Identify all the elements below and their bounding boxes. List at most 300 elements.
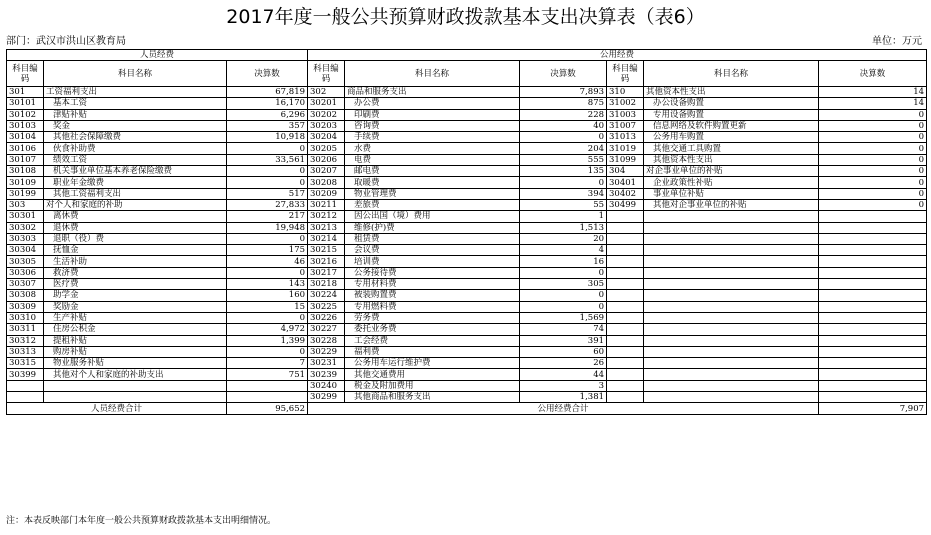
cell-code: 30228 [308,335,345,346]
cell-code: 30231 [308,358,345,369]
cell-code: 30309 [7,301,44,312]
cell-code [607,312,644,323]
cell-code: 301 [7,87,44,98]
cell-name: 助学金 [44,290,227,301]
cell-name: 咨询费 [345,120,520,131]
cell-name [644,324,819,335]
cell-name [644,380,819,391]
table-row [7,143,927,154]
col-header-code: 科目编码 [308,61,345,87]
table-row [7,109,927,120]
table-row [7,369,927,380]
cell-code: 31099 [607,154,644,165]
cell-amount: 1 [520,211,607,222]
cell-name: 被装购置费 [345,290,520,301]
cell-name: 事业单位补贴 [644,188,819,199]
cell-name: 抚恤金 [44,245,227,256]
cell-amount: 135 [520,166,607,177]
cell-name: 印刷费 [345,109,520,120]
cell-code: 30308 [7,290,44,301]
cell-name: 退休费 [44,222,227,233]
cell-amount [819,222,927,233]
cell-name: 差旅费 [345,199,520,210]
table-row [7,87,927,98]
cell-code [607,211,644,222]
cell-code: 30304 [7,245,44,256]
total-personnel-label: 人员经费合计 [7,403,227,415]
cell-amount: 27,833 [227,199,308,210]
table-row [7,222,927,233]
cell-name [644,346,819,357]
cell-name: 退职（役）费 [44,233,227,244]
cell-name: 公务用车购置 [644,132,819,143]
cell-amount [227,380,308,391]
cell-code: 30218 [308,279,345,290]
cell-code: 30109 [7,177,44,188]
cell-amount: 357 [227,120,308,131]
cell-amount: 0 [520,290,607,301]
cell-name: 电费 [345,154,520,165]
cell-name: 其他对企事业单位的补贴 [644,199,819,210]
cell-name: 购房补贴 [44,346,227,357]
cell-code: 30313 [7,346,44,357]
cell-name: 专用材料费 [345,279,520,290]
table-row [7,380,927,391]
cell-name: 其他对个人和家庭的补助支出 [44,369,227,380]
cell-code [607,267,644,278]
cell-name: 奖励金 [44,301,227,312]
cell-code [607,279,644,290]
cell-amount: 44 [520,369,607,380]
cell-code: 31002 [607,98,644,109]
cell-name: 劳务费 [345,312,520,323]
cell-code [7,392,44,403]
page-title: 2017年度一般公共预算财政拨款基本支出决算表（表6） [226,6,705,28]
cell-amount: 26 [520,358,607,369]
cell-code: 30312 [7,335,44,346]
cell-code: 30216 [308,256,345,267]
cell-name: 维修(护)费 [345,222,520,233]
cell-code: 30224 [308,290,345,301]
cell-code: 30201 [308,98,345,109]
cell-code: 31019 [607,143,644,154]
cell-code: 30203 [308,120,345,131]
cell-amount: 19,948 [227,222,308,233]
cell-code [607,346,644,357]
cell-amount: 160 [227,290,308,301]
cell-name: 工会经费 [345,335,520,346]
cell-code: 30102 [7,109,44,120]
cell-amount: 55 [520,199,607,210]
cell-code: 304 [607,166,644,177]
cell-amount: 0 [819,199,927,210]
cell-code: 30302 [7,222,44,233]
cell-code: 30315 [7,358,44,369]
table-row [7,301,927,312]
cell-name: 对企事业单位的补贴 [644,166,819,177]
total-personnel-value: 95,652 [227,403,308,415]
cell-name: 邮电费 [345,166,520,177]
cell-name: 因公出国（境）费用 [345,211,520,222]
cell-code: 30106 [7,143,44,154]
cell-amount: 0 [227,143,308,154]
cell-name: 生活补助 [44,256,227,267]
cell-code [607,222,644,233]
cell-amount [819,233,927,244]
cell-name: 水费 [345,143,520,154]
cell-amount [819,380,927,391]
cell-code [607,358,644,369]
cell-amount: 175 [227,245,308,256]
cell-name [644,290,819,301]
cell-code: 30208 [308,177,345,188]
cell-name: 其他资本性支出 [644,87,819,98]
table-row [7,233,927,244]
cell-amount: 0 [227,267,308,278]
cell-amount: 0 [819,143,927,154]
cell-code: 30204 [308,132,345,143]
cell-amount: 16 [520,256,607,267]
cell-amount: 15 [227,301,308,312]
cell-amount: 67,819 [227,87,308,98]
cell-amount [819,301,927,312]
cell-code: 30104 [7,132,44,143]
cell-code: 30202 [308,109,345,120]
cell-amount: 305 [520,279,607,290]
cell-amount [819,324,927,335]
cell-name [644,369,819,380]
cell-code [607,301,644,312]
cell-name: 提租补贴 [44,335,227,346]
cell-name [644,335,819,346]
cell-code: 30214 [308,233,345,244]
cell-code: 30211 [308,199,345,210]
cell-amount: 0 [520,132,607,143]
cell-name: 福利费 [345,346,520,357]
cell-amount: 0 [227,346,308,357]
cell-amount [819,312,927,323]
cell-code: 30205 [308,143,345,154]
cell-amount: 0 [819,132,927,143]
cell-name: 其他社会保障缴费 [44,132,227,143]
cell-name [644,256,819,267]
table-row [7,166,927,177]
col-header-amount: 决算数 [819,61,927,87]
cell-amount: 0 [819,109,927,120]
table-row [7,290,927,301]
group-header-personnel: 人员经费 [7,50,308,61]
col-header-code: 科目编码 [607,61,644,87]
table-row [7,120,927,131]
cell-amount: 4,972 [227,324,308,335]
cell-name [644,312,819,323]
cell-amount: 7,893 [520,87,607,98]
table-row [7,312,927,323]
total-public-label: 公用经费合计 [308,403,819,415]
cell-name: 医疗费 [44,279,227,290]
cell-code [7,380,44,391]
cell-name [644,301,819,312]
cell-name [644,245,819,256]
cell-code: 30229 [308,346,345,357]
cell-amount: 6,296 [227,109,308,120]
cell-amount [819,211,927,222]
cell-name: 其他资本性支出 [644,154,819,165]
unit-label: 单位：万元 [872,36,922,47]
cell-code: 30306 [7,267,44,278]
cell-code [607,290,644,301]
cell-name [644,392,819,403]
cell-amount: 1,569 [520,312,607,323]
cell-amount: 1,381 [520,392,607,403]
cell-name: 专用燃料费 [345,301,520,312]
cell-name: 机关事业单位基本养老保险缴费 [44,166,227,177]
cell-name: 奖金 [44,120,227,131]
cell-amount [819,290,927,301]
cell-name: 其他商品和服务支出 [345,392,520,403]
table-row [7,199,927,210]
col-header-code: 科目编码 [7,61,44,87]
cell-name: 企业政策性补贴 [644,177,819,188]
cell-code: 30227 [308,324,345,335]
col-header-amount: 决算数 [520,61,607,87]
cell-amount: 394 [520,188,607,199]
cell-amount [819,335,927,346]
cell-amount: 0 [227,166,308,177]
cell-amount: 0 [520,267,607,278]
cell-code: 30301 [7,211,44,222]
cell-amount: 875 [520,98,607,109]
table-row [7,324,927,335]
cell-amount: 143 [227,279,308,290]
cell-code: 30206 [308,154,345,165]
group-header-public: 公用经费 [308,50,927,61]
cell-code [607,369,644,380]
cell-name: 生产补贴 [44,312,227,323]
cell-name: 其他工资福利支出 [44,188,227,199]
cell-code: 303 [7,199,44,210]
cell-code: 31003 [607,109,644,120]
cell-code: 30213 [308,222,345,233]
cell-code: 30303 [7,233,44,244]
cell-amount: 204 [520,143,607,154]
cell-name [644,222,819,233]
cell-amount: 0 [819,166,927,177]
cell-amount [819,245,927,256]
cell-code: 30225 [308,301,345,312]
table-row [7,132,927,143]
table-row [7,245,927,256]
cell-code: 302 [308,87,345,98]
table-row [7,154,927,165]
cell-name: 租赁费 [345,233,520,244]
cell-amount [819,346,927,357]
footnote: 注：本表反映部门本年度一般公共预算财政拨款基本支出明细情况。 [6,516,277,526]
cell-name: 公务用车运行维护费 [345,358,520,369]
cell-name: 其他交通工具购置 [644,143,819,154]
table-row [7,392,927,403]
cell-code [607,380,644,391]
cell-code: 30108 [7,166,44,177]
cell-code [607,245,644,256]
cell-code: 30207 [308,166,345,177]
cell-name: 伙食补助费 [44,143,227,154]
cell-amount: 517 [227,188,308,199]
cell-name: 其他交通费用 [345,369,520,380]
cell-amount: 4 [520,245,607,256]
cell-amount: 391 [520,335,607,346]
col-header-name: 科目名称 [44,61,227,87]
table-row [7,98,927,109]
cell-name: 信息网络及软件购置更新 [644,120,819,131]
table-row [7,177,927,188]
cell-amount [819,267,927,278]
cell-code: 30311 [7,324,44,335]
cell-name: 离休费 [44,211,227,222]
cell-code [607,233,644,244]
cell-amount [819,358,927,369]
table-row [7,335,927,346]
cell-code [607,324,644,335]
cell-amount: 60 [520,346,607,357]
cell-name: 基本工资 [44,98,227,109]
table-row [7,256,927,267]
cell-amount: 10,918 [227,132,308,143]
cell-code: 30299 [308,392,345,403]
expenditure-table [6,49,927,415]
cell-code: 30217 [308,267,345,278]
cell-amount: 0 [227,177,308,188]
cell-amount: 0 [520,301,607,312]
cell-amount: 46 [227,256,308,267]
cell-code: 30215 [308,245,345,256]
cell-code: 30402 [607,188,644,199]
department-label: 部门：武汉市洪山区教育局 [6,36,126,47]
cell-name: 税金及附加费用 [345,380,520,391]
cell-code: 30401 [607,177,644,188]
cell-name: 公务接待费 [345,267,520,278]
cell-amount: 0 [819,188,927,199]
cell-name [644,233,819,244]
cell-amount: 1,399 [227,335,308,346]
cell-amount: 0 [819,177,927,188]
table-row [7,358,927,369]
cell-code: 30399 [7,369,44,380]
cell-name: 办公费 [345,98,520,109]
cell-code: 30226 [308,312,345,323]
cell-name: 专用设备购置 [644,109,819,120]
cell-code: 30107 [7,154,44,165]
cell-code: 30209 [308,188,345,199]
cell-amount: 74 [520,324,607,335]
cell-code: 310 [607,87,644,98]
cell-amount [819,256,927,267]
cell-name: 会议费 [345,245,520,256]
cell-code: 30239 [308,369,345,380]
cell-amount [819,369,927,380]
cell-amount: 217 [227,211,308,222]
cell-code: 31007 [607,120,644,131]
cell-amount: 228 [520,109,607,120]
cell-name: 物业服务补贴 [44,358,227,369]
cell-amount: 0 [819,120,927,131]
cell-amount: 40 [520,120,607,131]
table-row [7,279,927,290]
cell-name [44,392,227,403]
cell-amount: 14 [819,87,927,98]
cell-name [644,358,819,369]
cell-name: 商品和服务支出 [345,87,520,98]
cell-amount: 0 [819,154,927,165]
cell-name: 津贴补贴 [44,109,227,120]
cell-code: 30310 [7,312,44,323]
cell-amount [227,392,308,403]
cell-name: 救济费 [44,267,227,278]
cell-code: 30307 [7,279,44,290]
cell-amount: 16,170 [227,98,308,109]
cell-name: 委托业务费 [345,324,520,335]
cell-code [607,335,644,346]
cell-name: 手续费 [345,132,520,143]
col-header-name: 科目名称 [345,61,520,87]
cell-code: 30199 [7,188,44,199]
table-row [7,211,927,222]
cell-code [607,392,644,403]
table-row [7,267,927,278]
cell-name: 对个人和家庭的补助 [44,199,227,210]
total-public-value: 7,907 [819,403,927,415]
cell-code: 30240 [308,380,345,391]
cell-amount: 14 [819,98,927,109]
cell-name [644,279,819,290]
cell-name: 工资福利支出 [44,87,227,98]
cell-code: 30499 [607,199,644,210]
table-row [7,346,927,357]
cell-code: 30101 [7,98,44,109]
col-header-amount: 决算数 [227,61,308,87]
cell-code [607,256,644,267]
cell-name: 绩效工资 [44,154,227,165]
cell-amount [819,392,927,403]
cell-amount: 0 [520,177,607,188]
cell-code: 30305 [7,256,44,267]
cell-name: 取暖费 [345,177,520,188]
cell-name [644,211,819,222]
cell-amount [819,279,927,290]
cell-amount: 7 [227,358,308,369]
cell-name: 职业年金缴费 [44,177,227,188]
cell-name: 办公设备购置 [644,98,819,109]
cell-name: 培训费 [345,256,520,267]
cell-amount: 20 [520,233,607,244]
cell-name [44,380,227,391]
cell-name [644,267,819,278]
cell-amount: 0 [227,312,308,323]
cell-amount: 0 [227,233,308,244]
col-header-name: 科目名称 [644,61,819,87]
table-row [7,188,927,199]
cell-name: 住房公积金 [44,324,227,335]
cell-code: 30103 [7,120,44,131]
cell-amount: 751 [227,369,308,380]
cell-amount: 1,513 [520,222,607,233]
cell-amount: 3 [520,380,607,391]
cell-code: 31013 [607,132,644,143]
cell-amount: 555 [520,154,607,165]
cell-name: 物业管理费 [345,188,520,199]
cell-amount: 33,561 [227,154,308,165]
cell-code: 30212 [308,211,345,222]
